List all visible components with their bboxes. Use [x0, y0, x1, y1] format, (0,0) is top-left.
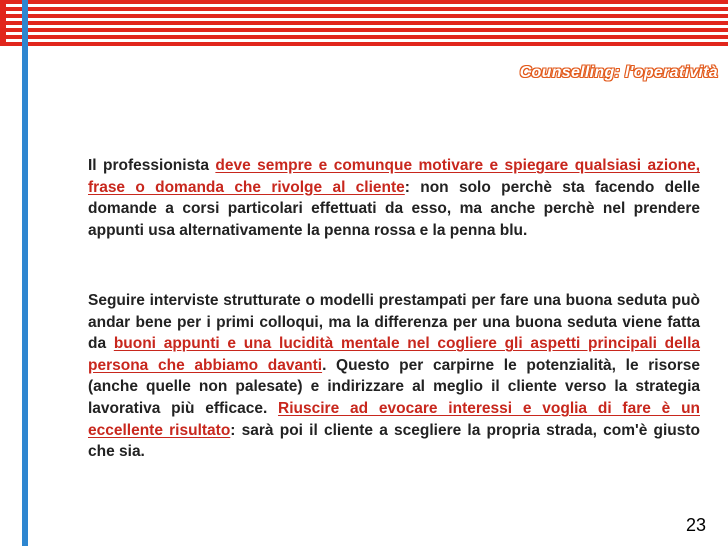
slide-title: Counselling: l'operatività	[519, 64, 718, 81]
paragraph-text: : non solo perchè sta facendo delle domande a corsi particolari effettuati da esso, ma anche perchè nel prendere appunti usa alternativamente la penna rossa e la penna blu.	[88, 178, 700, 239]
left-accent-bar-top	[22, 0, 28, 46]
highlighted-text: Riuscire ad evocare interessi e voglia di fare è un eccellente risultato	[88, 399, 700, 439]
top-stripe-banner	[0, 0, 728, 46]
paragraph-text: Seguire interviste strutturate o modelli prestampati per fare una buona seduta può andar bene per i primi colloqui, ma la differenza per una buona seduta viene fatta da	[88, 292, 700, 353]
paragraph-text: Il professionista	[88, 157, 216, 174]
left-accent-bar	[22, 0, 28, 546]
highlighted-text: deve sempre e comunque motivare e spiegare qualsiasi azione, frase o domanda che rivolge al cliente	[88, 157, 700, 196]
paragraph-text: . Questo per carpirne le potenzialità, le risorse (anche quelle non palesate) e indirizzare al meglio il cliente verso la strategia lavorativa più efficace.	[88, 356, 700, 417]
highlighted-text: buoni appunti e una lucidità mentale nel cogliere gli aspetti principali della persona che abbiamo davanti	[88, 335, 700, 374]
paragraph-motivation	[88, 155, 700, 241]
left-red-edge	[0, 0, 6, 46]
page-number: 23	[685, 515, 706, 535]
paragraph-text: : sarà poi il cliente a scegliere la propria strada, com'è giusto che sia.	[88, 421, 700, 461]
paragraph-interviews	[88, 290, 700, 463]
